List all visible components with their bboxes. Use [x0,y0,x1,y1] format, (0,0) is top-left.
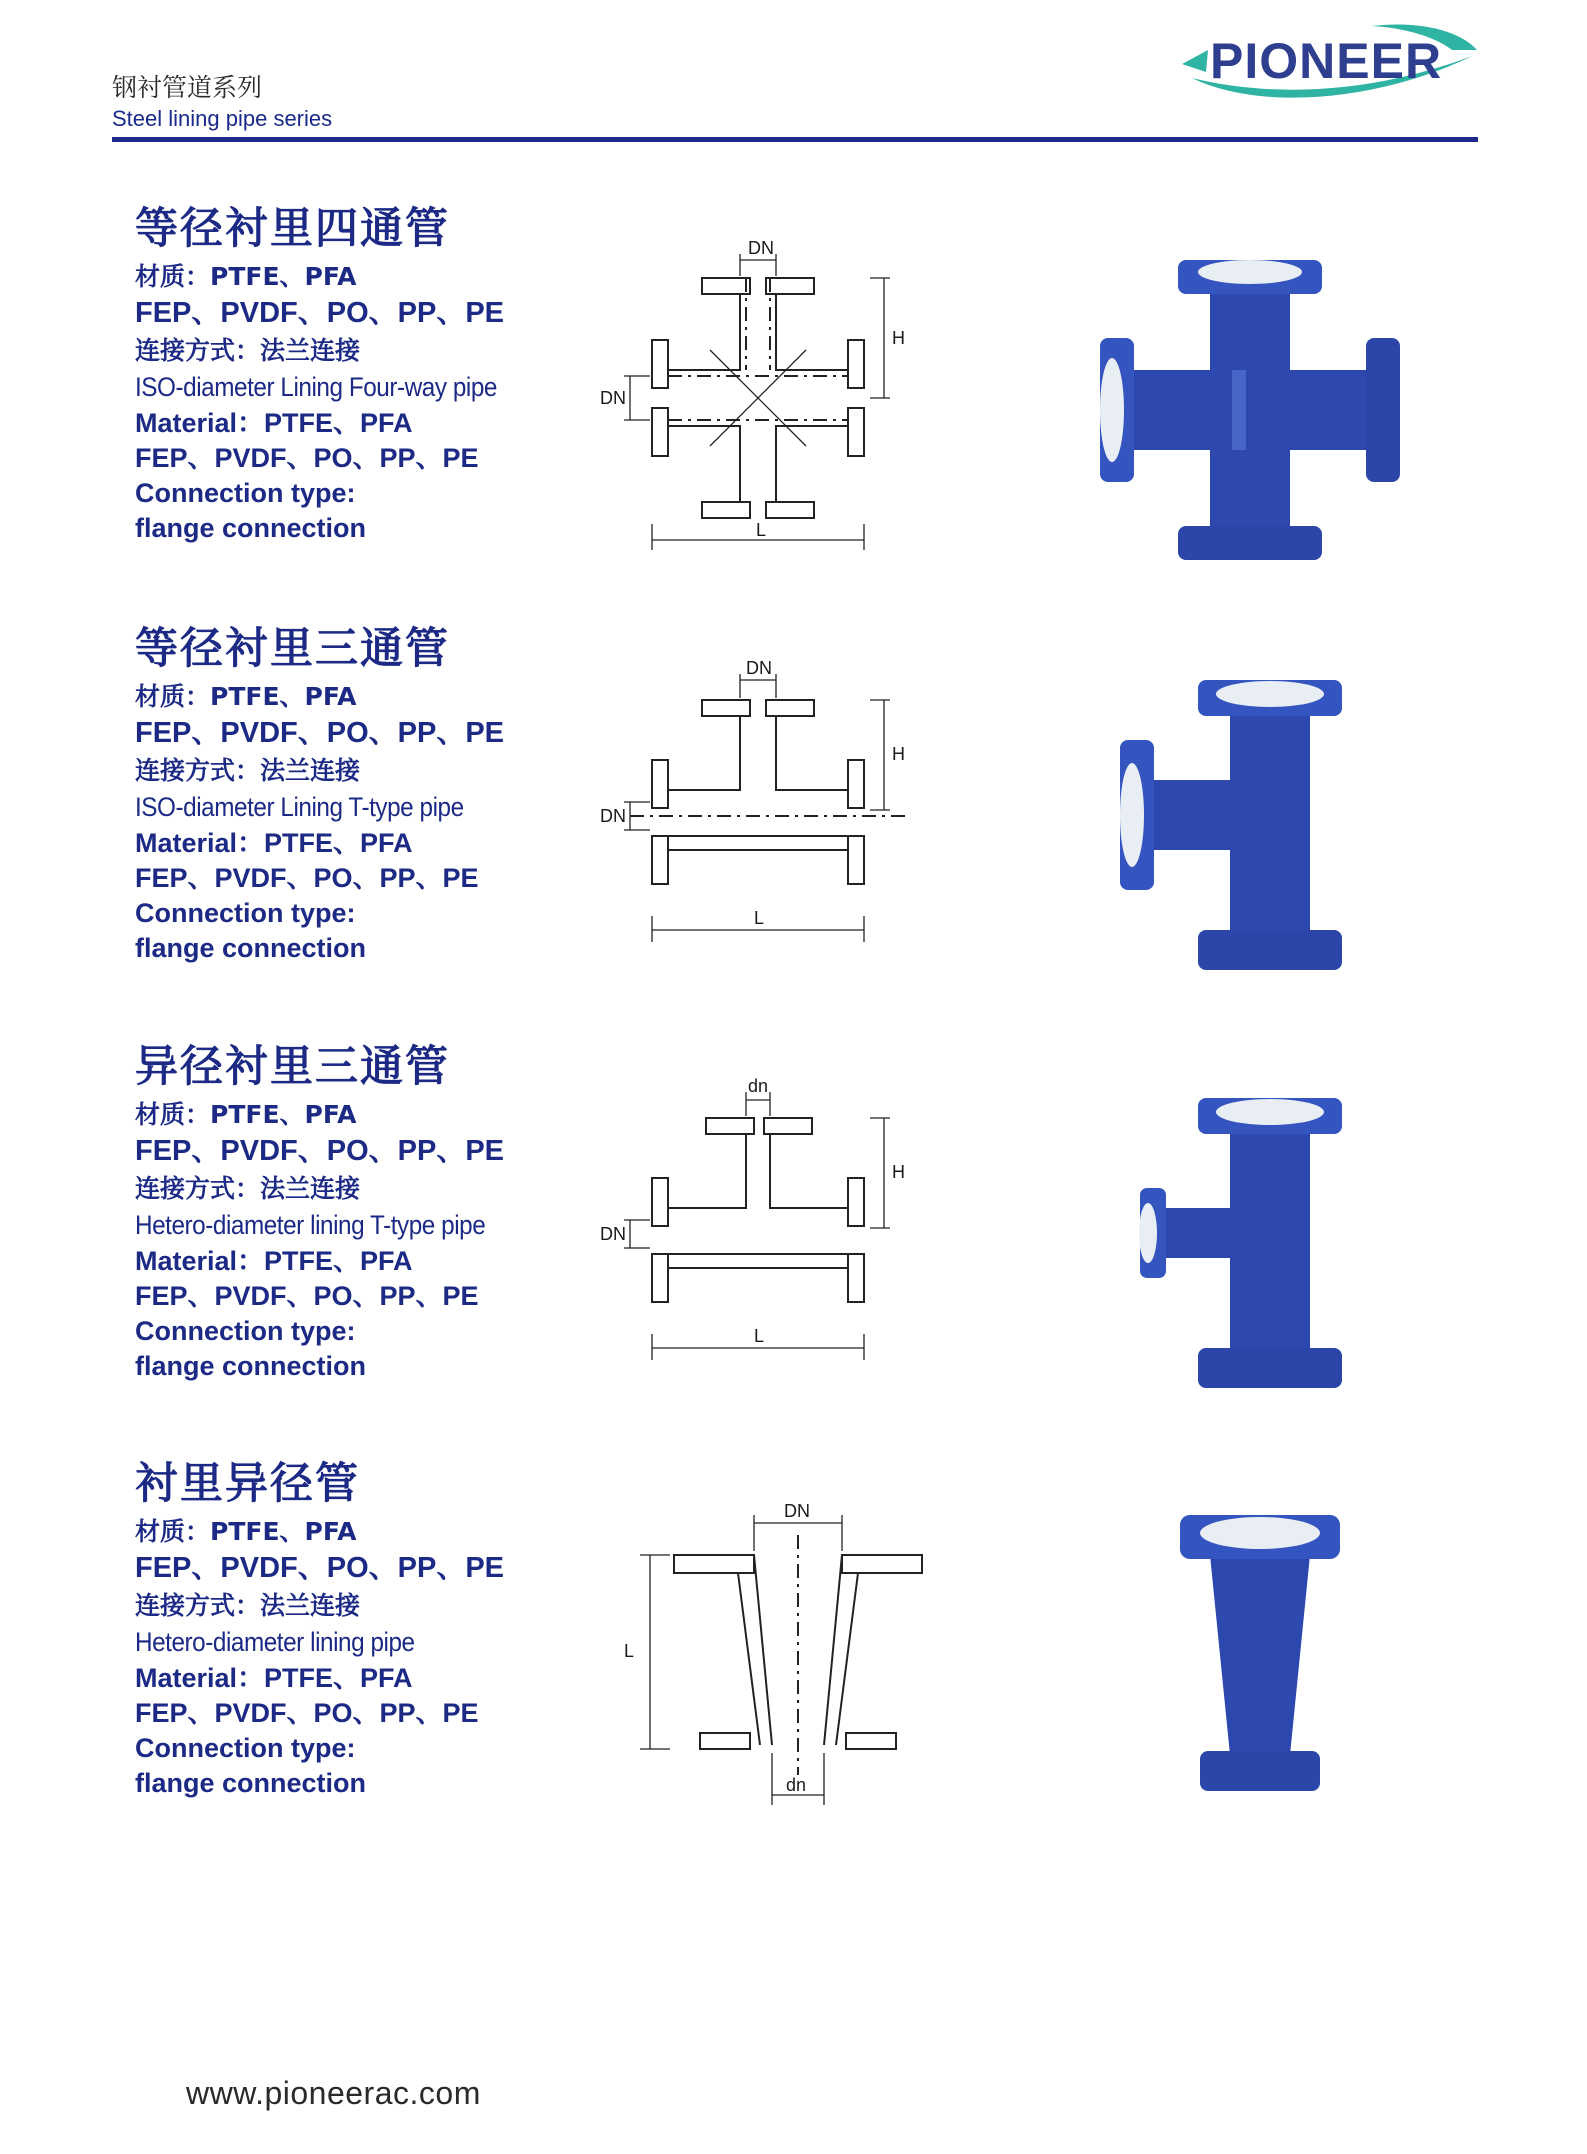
product-four-way [0,200,1587,610]
reducing-tee-photo [1110,1098,1410,1398]
reducer-photo [1110,1515,1410,1815]
materials-list-cn: FEP、PVDF、PO、PP、PE [135,717,505,749]
dim-label-bottom: L [756,520,767,540]
materials-list-en: FEP、PVDF、PO、PP、PE [135,863,479,893]
reducing-tee-technical-drawing [590,1078,950,1408]
connection-cn: 连接方式：法兰连接 [135,756,361,785]
materials-list-cn: FEP、PVDF、PO、PP、PE [135,1135,505,1167]
product-title-cn: 等径衬里三通管 [135,624,450,674]
dim-label-bottom: L [754,908,765,928]
dim-label-side: L [624,1641,635,1661]
connection-cn: 连接方式：法兰连接 [135,1591,361,1620]
product-name-en: Hetero-diameter lining T-type pipe [135,1210,486,1240]
materials-list-cn: FEP、PVDF、PO、PP、PE [135,1552,505,1584]
materials-list-en: FEP、PVDF、PO、PP、PE [135,443,479,473]
dim-label-top: dn [748,1078,769,1096]
connection-cn: 连接方式：法兰连接 [135,336,361,365]
product-title-cn: 衬里异径管 [135,1459,360,1509]
dim-label-side: H [892,328,905,348]
four-way-pipe-photo [1100,260,1400,560]
connection-type-value: flange connection [135,513,367,543]
product-title-cn: 等径衬里四通管 [135,204,450,254]
t-type-technical-drawing [590,660,950,990]
material-cn: 材质：PTFE、PFA [135,682,357,711]
reducer-technical-drawing [610,1495,970,1825]
material-cn: 材质：PTFE、PFA [135,262,357,291]
spec-block [135,1038,605,1384]
dim-label-bottom: L [754,1326,765,1346]
material-en: Material：PTFE、PFA [135,1246,413,1276]
connection-type-value: flange connection [135,1351,367,1381]
material-cn: 材质：PTFE、PFA [135,1100,357,1129]
dim-label-top: DN [748,240,774,258]
dim-label-top: DN [784,1501,810,1521]
materials-list-cn: FEP、PVDF、PO、PP、PE [135,297,505,329]
product-name-en: ISO-diameter Lining T-type pipe [135,792,464,822]
dim-label-left: DN [600,1224,626,1244]
dim-label-left: DN [600,806,626,826]
material-en: Material：PTFE、PFA [135,828,413,858]
product-reducing-tee [0,1038,1587,1448]
material-cn: 材质：PTFE、PFA [135,1517,357,1546]
header-divider [112,137,1478,142]
series-title-en: Steel lining pipe series [112,106,333,131]
spec-block [135,200,605,546]
connection-type-label: Connection type: [135,1733,356,1763]
product-t-type [0,620,1587,1030]
dim-label-top: DN [746,660,772,678]
t-type-pipe-photo [1110,680,1410,980]
dim-label-side: H [892,744,905,764]
four-way-technical-drawing [590,240,950,570]
product-title-cn: 异径衬里三通管 [135,1042,450,1092]
series-title-cn: 钢衬管道系列 [112,73,263,102]
spec-block [135,1455,605,1801]
product-name-en: ISO-diameter Lining Four-way pipe [135,372,497,402]
product-reducer [0,1455,1587,1865]
connection-type-value: flange connection [135,1768,367,1798]
website-url: www.pioneerac.com [186,2075,481,2111]
material-en: Material：PTFE、PFA [135,408,413,438]
connection-type-label: Connection type: [135,898,356,928]
connection-type-label: Connection type: [135,1316,356,1346]
dim-label-side: H [892,1162,905,1182]
logo-wordmark: PIONEER [1210,33,1443,89]
dim-label-left: DN [600,388,626,408]
materials-list-en: FEP、PVDF、PO、PP、PE [135,1698,479,1728]
connection-cn: 连接方式：法兰连接 [135,1174,361,1203]
dim-label-bottom: dn [786,1775,807,1795]
connection-type-value: flange connection [135,933,367,963]
material-en: Material：PTFE、PFA [135,1663,413,1693]
product-name-en: Hetero-diameter lining pipe [135,1627,415,1657]
connection-type-label: Connection type: [135,478,356,508]
materials-list-en: FEP、PVDF、PO、PP、PE [135,1281,479,1311]
spec-block [135,620,605,966]
